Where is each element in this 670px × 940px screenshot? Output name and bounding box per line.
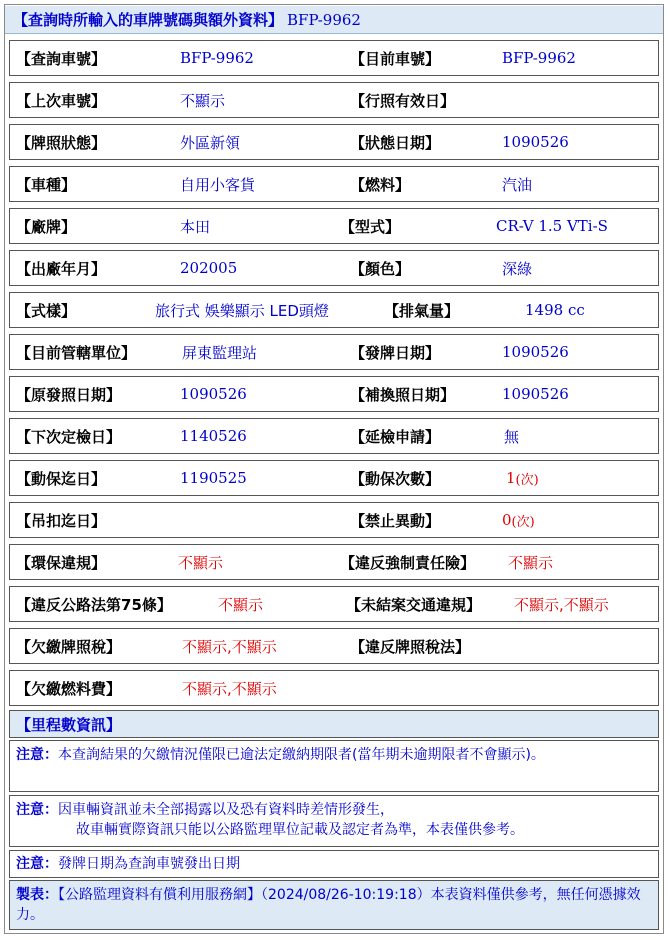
label-brand: 【廠牌】	[16, 217, 77, 236]
value-environmental-violation: 不顯示	[178, 553, 224, 572]
label-plate-status: 【牌照狀態】	[16, 133, 107, 152]
row-brand	[9, 208, 659, 244]
label-chattel-mortgage-count: 【動保次數】	[350, 469, 441, 488]
row-original-license-date	[9, 376, 659, 412]
label-open-traffic-violation: 【未結案交通違規】	[346, 595, 482, 614]
label-unpaid-license-tax: 【欠繳牌照稅】	[16, 637, 122, 656]
row-plate-status	[9, 124, 659, 160]
mileage-section-header: 【里程數資訊】	[9, 710, 659, 738]
value-style: 旅行式 娛樂顯示 LED頭燈	[155, 301, 329, 320]
label-insurance-violation: 【違反強制責任險】	[340, 553, 476, 572]
label-current-plate: 【目前車號】	[350, 49, 441, 68]
report-title	[5, 6, 663, 34]
ban-number: 0	[502, 511, 512, 529]
label-highway-law-violation: 【違反公路法第75條】	[16, 595, 172, 614]
row-style	[9, 292, 659, 328]
note-issue-date	[9, 850, 659, 878]
label-license-tax-violation: 【違反牌照稅法】	[350, 637, 471, 656]
row-vehicle-type	[9, 166, 659, 202]
count-number: 1	[506, 469, 516, 487]
value-issue-date: 1090526	[502, 343, 569, 361]
value-chattel-mortgage-end: 1190525	[180, 469, 247, 487]
value-query-plate: BFP-9962	[180, 49, 254, 67]
label-vehicle-type: 【車種】	[16, 175, 77, 194]
row-license-tax	[9, 628, 659, 664]
value-next-inspection: 1140526	[180, 427, 247, 445]
row-suspension	[9, 502, 659, 538]
row-environmental	[9, 544, 659, 580]
note-text: 因車輛資訊並未全部揭露以及恐有資料時差情形發生，	[58, 802, 394, 818]
row-next-inspection	[9, 418, 659, 454]
row-chattel-mortgage	[9, 460, 659, 496]
value-insurance-violation: 不顯示	[508, 553, 554, 572]
ban-unit: (次)	[511, 514, 535, 530]
value-original-license-date: 1090526	[180, 385, 247, 403]
value-fuel: 汽油	[502, 175, 533, 194]
label-status-date: 【狀態日期】	[350, 133, 441, 152]
value-model: CR-V 1.5 VTi-S	[496, 217, 608, 235]
value-status-date: 1090526	[502, 133, 569, 151]
label-reissue-date: 【補換照日期】	[350, 385, 456, 404]
note-text: 本查詢結果的欠繳情況僅限已逾法定繳納期限者(當年期未逾期限者不會顯示)。	[58, 747, 545, 763]
label-previous-plate: 【上次車號】	[16, 91, 107, 110]
count-unit: (次)	[515, 472, 539, 488]
note-prefix: 注意：	[16, 802, 58, 818]
row-manufacture-date	[9, 250, 659, 286]
note-prefix: 注意：	[16, 856, 58, 872]
label-issue-date: 【發牌日期】	[350, 343, 441, 362]
footer-text: 【公路監理資料有償利用服務網】（2024/08/26-10:19:18）本表資料僅供參考，無任何憑據效力。	[16, 887, 641, 923]
value-color: 深綠	[502, 259, 533, 278]
label-jurisdiction: 【目前管轄單位】	[16, 343, 137, 362]
value-brand: 本田	[180, 217, 211, 236]
report-footer	[9, 880, 659, 930]
row-fuel-fee	[9, 670, 659, 706]
label-environmental-violation: 【環保違規】	[16, 553, 107, 572]
label-suspension-end: 【吊扣迄日】	[16, 511, 107, 530]
label-original-license-date: 【原發照日期】	[16, 385, 122, 404]
value-open-traffic-violation: 不顯示,不顯示	[514, 595, 609, 614]
value-current-plate: BFP-9962	[502, 49, 576, 67]
note-text: 發牌日期為查詢車號發出日期	[58, 856, 240, 872]
value-transfer-ban	[502, 503, 535, 537]
label-license-valid-date: 【行照有效日】	[350, 91, 456, 110]
row-query-plate	[9, 40, 659, 76]
value-vehicle-type: 自用小客貨	[180, 175, 256, 194]
value-reissue-date: 1090526	[502, 385, 569, 403]
label-transfer-ban: 【禁止異動】	[350, 511, 441, 530]
title-label: 【查詢時所輸入的車牌號碼與額外資料】	[13, 11, 284, 29]
note-prefix: 注意：	[16, 747, 58, 763]
value-chattel-mortgage-count	[506, 461, 539, 495]
label-displacement: 【排氣量】	[384, 301, 460, 320]
value-manufacture-date: 202005	[180, 259, 238, 277]
label-fuel: 【燃料】	[350, 175, 411, 194]
label-chattel-mortgage-end: 【動保迄日】	[16, 469, 107, 488]
label-model: 【型式】	[340, 217, 401, 236]
note-text-continued: 故車輛實際資訊只能以公路監理單位記載及認定者為準，本表僅供參考。	[76, 822, 524, 838]
title-plate: BFP-9962	[287, 10, 361, 29]
value-inspection-extension: 無	[504, 427, 520, 446]
label-next-inspection: 【下次定檢日】	[16, 427, 122, 446]
label-inspection-extension: 【延檢申請】	[350, 427, 441, 446]
value-plate-status: 外區新領	[180, 133, 241, 152]
value-previous-plate: 不顯示	[180, 91, 226, 110]
label-color: 【顏色】	[350, 259, 411, 278]
value-highway-law-violation: 不顯示	[218, 595, 264, 614]
note-unpaid	[9, 740, 659, 792]
row-jurisdiction	[9, 334, 659, 370]
value-jurisdiction: 屏東監理站	[182, 343, 258, 362]
row-previous-plate	[9, 82, 659, 118]
footer-prefix: 製表：	[16, 887, 58, 903]
label-style: 【式樣】	[16, 301, 77, 320]
note-disclosure	[9, 795, 659, 847]
label-query-plate: 【查詢車號】	[16, 49, 107, 68]
label-manufacture-date: 【出廠年月】	[16, 259, 107, 278]
value-displacement: 1498 cc	[525, 301, 585, 319]
row-highway-law	[9, 586, 659, 622]
value-unpaid-license-tax: 不顯示,不顯示	[182, 637, 277, 656]
value-unpaid-fuel-fee: 不顯示,不顯示	[182, 679, 277, 698]
label-unpaid-fuel-fee: 【欠繳燃料費】	[16, 679, 122, 698]
